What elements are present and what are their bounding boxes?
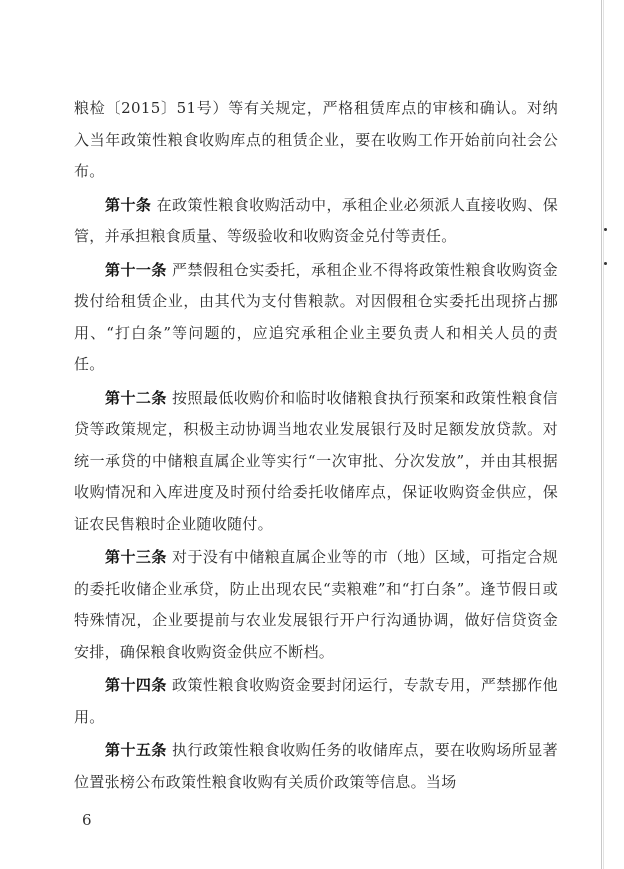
paragraph-text: 严禁假租仓实委托，承租企业不得将政策性粮食收购资金拨付给租赁企业，由其代为支付售粮款。对因假租仓实委托出现挤占挪用、“打白条”等问题的，应追究承租企业主要负责人和相关人员的责任。 (74, 260, 558, 373)
article-number: 第十三条 (105, 548, 167, 566)
paragraph-text: 对于没有中储粮直属企业等的市（地）区域，可指定合规的委托收储企业承贷，防止出现农民“卖粮难”和“打白条”。逢节假日或特殊情况，企业要提前与农业发展银行开户行沟通协调，做好信贷资金安排，确保粮食收购资金供应不断档。 (74, 548, 558, 661)
article-number: 第十条 (105, 195, 152, 214)
paragraph-text: 粮检〔2015〕51号）等有关规定，严格租赁库点的审核和确认。对纳入当年政策性粮食收购库点的租赁企业，要在收购工作开始前向社会公布。 (74, 99, 558, 180)
paragraph (74, 735, 558, 798)
page-number: 6 (82, 811, 92, 829)
article-number: 第十四条 (105, 676, 167, 694)
paragraph (74, 542, 558, 668)
scan-speck (604, 228, 607, 231)
paragraph (74, 190, 558, 253)
paragraph (74, 93, 558, 188)
scan-speck (604, 262, 607, 265)
paragraph-text: 在政策性粮食收购活动中，承租企业必须派人直接收购、保管，并承担粮食质量、等级验收和收购资金兑付等责任。 (74, 195, 558, 245)
article-number: 第十五条 (105, 741, 167, 759)
paragraph-text: 政策性粮食收购资金要封闭运行，专款专用，严禁挪作他用。 (74, 676, 558, 726)
paragraph-text: 执行政策性粮食收购任务的收储库点，要在收购场所显著位置张榜公布政策性粮食收购有关质价政策等信息。当场 (74, 741, 558, 791)
paragraph-text: 按照最低收购价和临时收储粮食执行预案和政策性粮食信贷等政策规定，积极主动协调当地农业发展银行及时足额发放贷款。对统一承贷的中储粮直属企业等实行“一次审批、分次发放”，并由其根据收购情况和入库进度及时预付给委托收储库点，保证收购资金供应，保证农民售粮时企业随收随付。 (74, 388, 558, 533)
page-edge-line (601, 0, 602, 869)
document-body (74, 93, 558, 800)
article-number: 第十一条 (105, 260, 167, 279)
page-edge-shadow (603, 0, 604, 869)
paragraph (74, 255, 558, 381)
article-number: 第十二条 (105, 388, 167, 407)
paragraph (74, 670, 558, 733)
paragraph (74, 383, 558, 541)
